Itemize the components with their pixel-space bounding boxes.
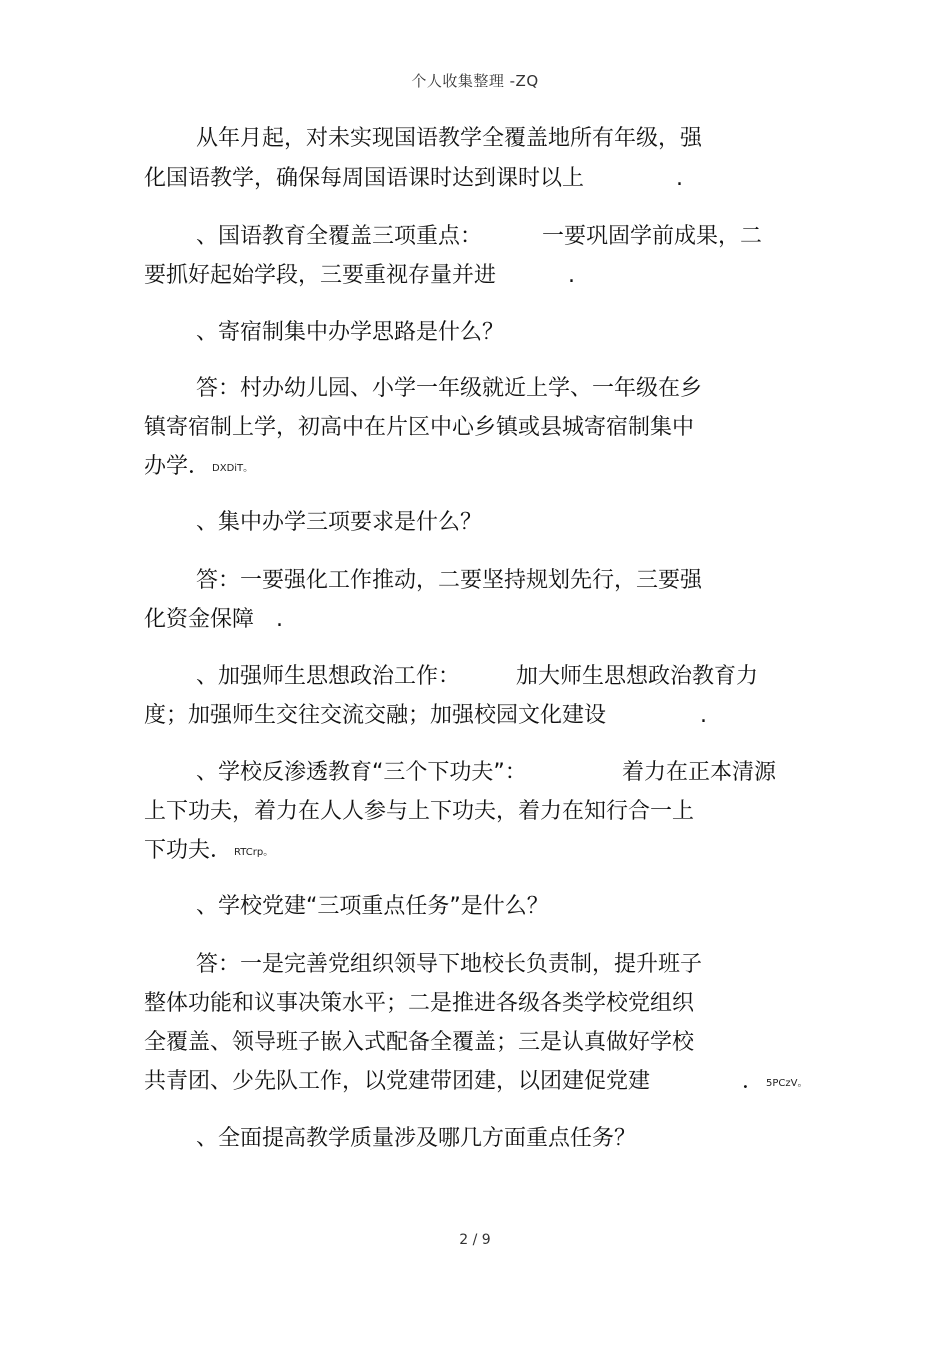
p4-code-tag: DXDiT。: [212, 463, 254, 474]
p1-end-mark: .: [676, 166, 683, 191]
p6-line-1: 答：一要强化工作推动，二要坚持规划先行，三要强: [196, 568, 703, 593]
p2-line-1b: 一要巩固学前成果，二: [542, 224, 763, 249]
p11-question: 、全面提高教学质量涉及哪几方面重点任务？: [196, 1126, 637, 1151]
p8-line-2: 上下功夫，着力在人人参与上下功夫，着力在知行合一上: [144, 799, 695, 824]
p7-end-mark: .: [700, 703, 707, 728]
p8-line-3: [144, 840, 273, 862]
p5-question: 、集中办学三项要求是什么？: [196, 510, 483, 535]
p7-line-1a: 、加强师生思想政治工作：: [196, 664, 461, 689]
page-number: 2 / 9: [459, 1232, 491, 1248]
p8-line-3-text: 下功夫．: [144, 838, 233, 863]
p10-end-mark: ．: [742, 1069, 765, 1094]
p10-line-1: 答：一是完善党组织领导下地校长负责制，提升班子: [196, 952, 703, 977]
p8-line-1b: 着力在正本清源: [622, 760, 777, 785]
p1-line-2: 化国语教学，确保每周国语课时达到课时以上: [144, 166, 585, 191]
p2-end-mark: .: [568, 263, 575, 288]
p7-line-2: 度；加强师生交往交流交融；加强校园文化建设: [144, 703, 607, 728]
p1-line-1: 从年月起，对未实现国语教学全覆盖地所有年级，强: [196, 126, 703, 151]
p6-end-mark: .: [276, 607, 283, 632]
p9-question: 、学校党建“三项重点任务”是什么？: [196, 894, 549, 919]
page-header: 个人收集整理 -ZQ: [411, 72, 539, 90]
p7-line-1b: 加大师生思想政治教育力: [516, 664, 759, 689]
p2-line-2: 要抓好起始学段，三要重视存量并进: [144, 263, 497, 288]
p10-line-2: 整体功能和议事决策水平；二是推进各级各类学校党组织: [144, 991, 695, 1016]
p8-code-tag: RTCrp。: [234, 847, 274, 858]
p6-line-2: 化资金保障: [144, 607, 255, 632]
p4-line-1: 答：村办幼儿园、小学一年级就近上学、一年级在乡: [196, 376, 703, 401]
p10-line-3: 全覆盖、领导班子嵌入式配备全覆盖；三是认真做好学校: [144, 1030, 695, 1055]
p8-line-1a: 、学校反渗透教育“三个下功夫”：: [196, 760, 527, 785]
p4-line-2: 镇寄宿制上学，初高中在片区中心乡镇或县城寄宿制集中: [144, 415, 695, 440]
p3-question: 、寄宿制集中办学思路是什么？: [196, 320, 505, 345]
p4-line-3: [144, 456, 253, 478]
p10-end-group: [742, 1071, 807, 1093]
p10-line-4: 共青团、少先队工作，以党建带团建，以团建促党建: [144, 1069, 651, 1094]
p4-line-3-text: 办学．: [144, 454, 211, 479]
p10-code-tag: 5PCzV。: [766, 1078, 808, 1089]
p2-line-1a: 、国语教育全覆盖三项重点：: [196, 224, 483, 249]
